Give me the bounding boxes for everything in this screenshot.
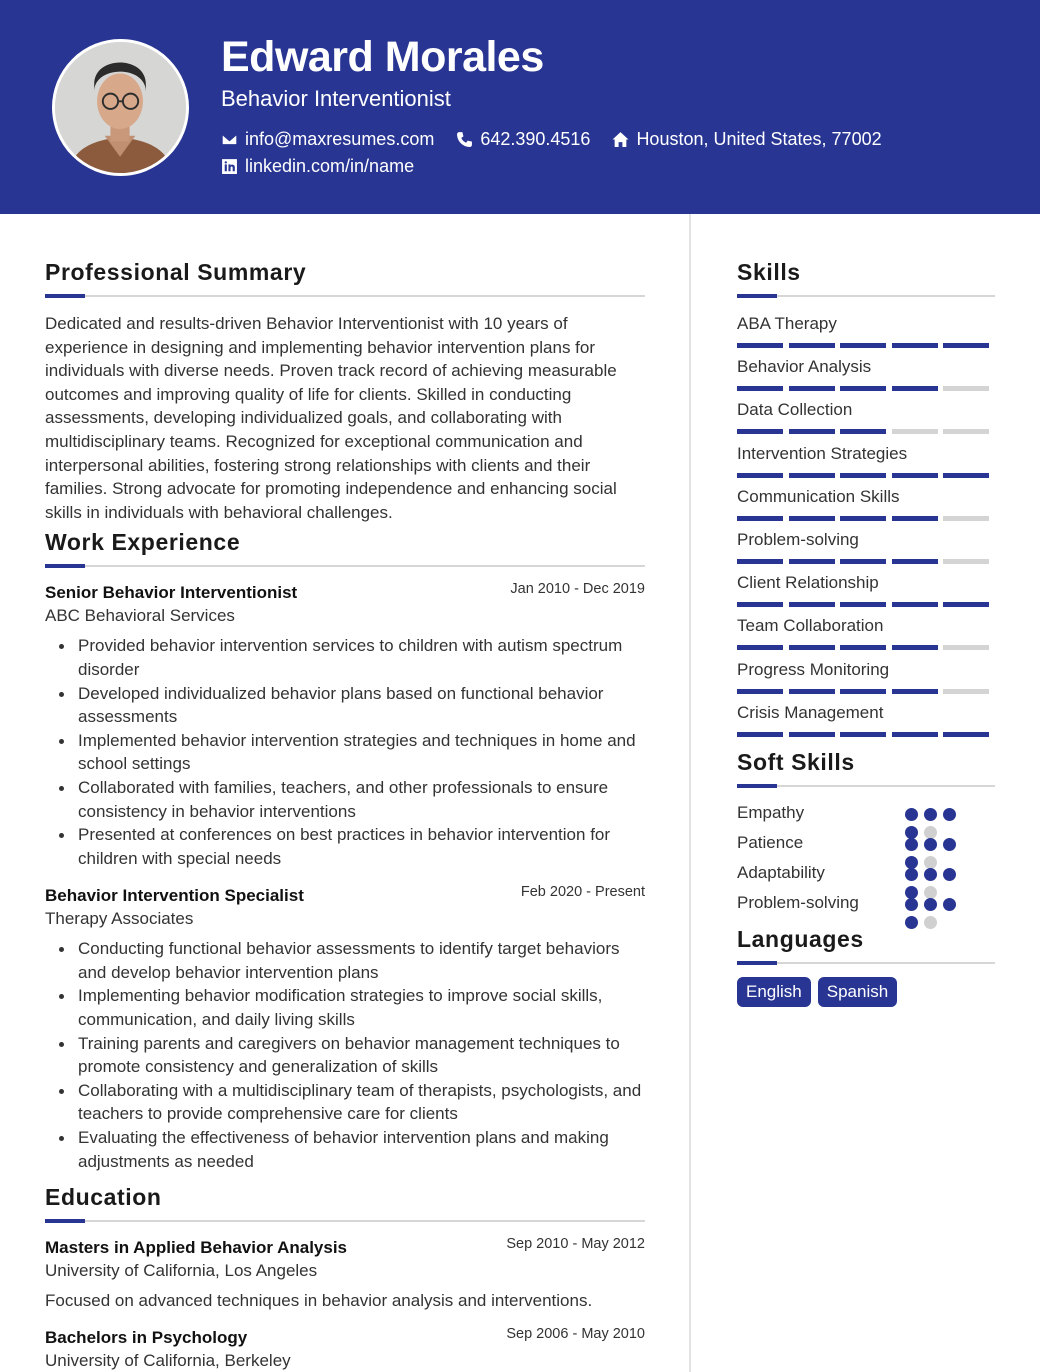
education-section (45, 1181, 645, 1372)
soft-skill-name: Empathy (737, 802, 805, 822)
skill-level-segment (892, 732, 938, 737)
skill-level-segment (840, 732, 886, 737)
skill-level-segment (737, 473, 783, 478)
contact-phone[interactable] (456, 129, 590, 150)
skill-level-segment (789, 689, 835, 694)
email-text: info@maxresumes.com (245, 129, 435, 149)
main-column (45, 256, 645, 1372)
section-rule (45, 565, 645, 567)
skill-level-segment (840, 689, 886, 694)
rating-dot (943, 868, 956, 881)
skill-level-segment (892, 429, 938, 434)
skill-level-bar (737, 386, 995, 391)
job-bullet: Developed individualized behavior plans based on functional behavior assessments (45, 682, 645, 729)
section-rule (45, 1220, 645, 1222)
soft-skill-name: Adaptability (737, 862, 825, 882)
job-entry (45, 884, 645, 1173)
column-divider (689, 214, 691, 1372)
job-company: Therapy Associates (45, 909, 194, 929)
soft-skill-item (737, 861, 995, 891)
skill-name: Problem-solving (737, 529, 859, 549)
skill-level-segment (892, 473, 938, 478)
skill-level-segment (840, 473, 886, 478)
skill-level-bar (737, 559, 995, 564)
skill-level-segment (892, 559, 938, 564)
contact-row (221, 129, 904, 150)
skill-level-bar (737, 689, 995, 694)
soft-skills-list (737, 801, 995, 921)
skill-item (737, 701, 995, 744)
skill-level-segment (789, 602, 835, 607)
section-rule (737, 962, 995, 964)
contact-location (612, 129, 881, 150)
skill-level-segment (789, 343, 835, 348)
skill-level-segment (737, 429, 783, 434)
rating-dot (924, 808, 937, 821)
skills-list (737, 312, 995, 744)
job-bullet: Training parents and caregivers on behavior management techniques to promote consistency and generalization of skills (45, 1032, 645, 1079)
summary-section (45, 256, 645, 524)
soft-skill-item (737, 891, 995, 921)
skills-heading: Skills (737, 259, 801, 285)
skill-name: Intervention Strategies (737, 443, 908, 463)
skill-name: Communication Skills (737, 486, 900, 506)
languages-list (737, 977, 995, 1007)
linkedin-text: linkedin.com/in/name (245, 156, 415, 176)
skill-level-segment (789, 386, 835, 391)
education-dates: Sep 2006 - May 2010 (506, 1326, 645, 1343)
school-name: University of California, Los Angeles (45, 1261, 318, 1281)
rating-dot (924, 868, 937, 881)
job-bullet: Collaborated with families, teachers, and other professionals to ensure consistency in behavior interventions (45, 776, 645, 823)
phone-text: 642.390.4516 (480, 129, 591, 149)
soft-skill-name: Problem-solving (737, 892, 859, 912)
job-entry (45, 581, 645, 870)
soft-skills-heading: Soft Skills (737, 748, 855, 775)
skill-level-segment (840, 429, 886, 434)
summary-text: Dedicated and results-driven Behavior Interventionist with 10 years of experience in designing and implementing behavior intervention plans for individuals with diverse needs. Proven track record of achieving measurable outcomes and improving quality of life for clients. Skilled in conducting assessments, developing individualized goals, and collaborating with multidisciplinary teams. Recognized for exceptional communication and interpersonal abilities, fostering strong relationships with clients and their families. Strong advocate for promoting independence and enhancing social skills in individuals with behavioral challenges. (45, 314, 617, 522)
contact-linkedin[interactable] (221, 156, 414, 177)
skill-level-segment (789, 732, 835, 737)
rating-dot (924, 898, 937, 911)
skill-name: Crisis Management (737, 702, 884, 722)
skill-level-segment (789, 473, 835, 478)
education-heading: Education (45, 1184, 162, 1211)
contact-email[interactable] (221, 129, 434, 150)
skill-item (737, 398, 995, 441)
rating-dot (943, 808, 956, 821)
skill-level-segment (892, 386, 938, 391)
sidebar-column (737, 256, 995, 1007)
skill-level-segment (737, 645, 783, 650)
skill-level-segment (840, 343, 886, 348)
skills-section (737, 256, 995, 744)
skill-level-bar (737, 429, 995, 434)
skill-level-segment (737, 732, 783, 737)
job-company: ABC Behavioral Services (45, 606, 235, 626)
skill-level-bar (737, 473, 995, 478)
skill-level-segment (789, 429, 835, 434)
skill-name: ABA Therapy (737, 314, 837, 333)
skill-level-segment (840, 602, 886, 607)
education-description: Focused on advanced techniques in behavior analysis and interventions. (45, 1291, 593, 1311)
education-entry (45, 1236, 645, 1312)
section-rule (737, 295, 995, 297)
skill-name: Progress Monitoring (737, 659, 890, 679)
rating-dot (905, 808, 918, 821)
job-dates: Feb 2020 - Present (520, 884, 645, 901)
job-bullets (45, 634, 645, 870)
job-bullet: Implemented behavior intervention strategies and techniques in home and school settings (45, 729, 645, 776)
skill-item (737, 442, 995, 485)
skill-item (737, 485, 995, 528)
job-bullet: Implementing behavior modification strategies to improve social skills, communication, and daily living skills (45, 984, 645, 1031)
skill-item (737, 571, 995, 614)
resume-header (0, 0, 1040, 214)
skill-name: Data Collection (737, 400, 853, 420)
language-tag: Spanish (818, 977, 897, 1007)
skill-level-segment (737, 602, 783, 607)
skill-level-segment (943, 473, 989, 478)
rating-dot (943, 838, 956, 851)
degree-title: Masters in Applied Behavior Analysis (45, 1238, 347, 1258)
job-bullet: Evaluating the effectiveness of behavior intervention plans and making adjustments as needed (45, 1126, 645, 1173)
skill-level-segment (840, 516, 886, 521)
skill-level-segment (840, 559, 886, 564)
skill-level-bar (737, 732, 995, 737)
profile-photo-icon (55, 42, 186, 173)
job-title: Senior Behavior Interventionist (45, 583, 298, 603)
skill-level-segment (943, 689, 989, 694)
skill-level-segment (789, 516, 835, 521)
language-tag: English (737, 977, 811, 1007)
candidate-title: Behavior Interventionist (221, 86, 451, 111)
linkedin-icon (221, 158, 238, 175)
job-bullet: Conducting functional behavior assessments to identify target behaviors and develop behavior intervention plans (45, 937, 645, 984)
skill-item (737, 528, 995, 571)
rating-dot (905, 868, 918, 881)
skill-level-segment (892, 602, 938, 607)
skill-level-segment (892, 343, 938, 348)
location-text: Houston, United States, 77002 (636, 129, 882, 149)
skill-item (737, 614, 995, 657)
skill-level-segment (737, 559, 783, 564)
job-bullets (45, 937, 645, 1173)
profile-photo (52, 39, 189, 176)
soft-skill-name: Patience (737, 832, 804, 852)
languages-section (737, 923, 995, 1007)
envelope-icon (221, 131, 238, 148)
languages-heading: Languages (737, 925, 864, 952)
skill-level-segment (943, 343, 989, 348)
skill-item (737, 355, 995, 398)
skill-level-segment (943, 602, 989, 607)
school-name: University of California, Berkeley (45, 1351, 291, 1371)
skill-name: Behavior Analysis (737, 357, 872, 377)
skill-level-segment (892, 645, 938, 650)
education-dates: Sep 2010 - May 2012 (506, 1236, 645, 1253)
soft-skill-item (737, 801, 995, 831)
job-bullet: Collaborating with a multidisciplinary team of therapists, psychologists, and teachers to provide comprehensive care for clients (45, 1079, 645, 1126)
skill-level-segment (943, 559, 989, 564)
skill-level-segment (840, 645, 886, 650)
rating-dot (905, 898, 918, 911)
skill-level-bar (737, 645, 995, 650)
skill-level-segment (943, 732, 989, 737)
skill-level-bar (737, 602, 995, 607)
skill-name: Client Relationship (737, 573, 879, 593)
rating-dot (924, 916, 937, 929)
soft-skill-rating (905, 898, 980, 934)
rating-dot (943, 898, 956, 911)
experience-heading: Work Experience (45, 529, 241, 556)
job-dates: Jan 2010 - Dec 2019 (510, 581, 645, 598)
skill-item (737, 658, 995, 701)
job-bullet: Provided behavior intervention services to children with autism spectrum disorder (45, 634, 645, 681)
experience-section (45, 526, 645, 1173)
skill-level-segment (892, 516, 938, 521)
candidate-name: Edward Morales (221, 33, 544, 81)
skill-name: Team Collaboration (737, 616, 884, 636)
degree-title: Bachelors in Psychology (45, 1328, 248, 1348)
phone-icon (456, 131, 473, 148)
summary-heading: Professional Summary (45, 259, 307, 285)
contact-row-linkedin (221, 156, 436, 177)
skill-level-segment (737, 516, 783, 521)
soft-skill-item (737, 831, 995, 861)
skill-level-segment (943, 516, 989, 521)
skill-level-segment (943, 429, 989, 434)
home-icon (612, 131, 629, 148)
skill-level-segment (737, 343, 783, 348)
skill-level-segment (737, 689, 783, 694)
skill-level-segment (840, 386, 886, 391)
skill-level-bar (737, 343, 995, 348)
rating-dot (924, 838, 937, 851)
section-rule (45, 295, 645, 297)
skill-item (737, 312, 995, 355)
skill-level-segment (737, 386, 783, 391)
section-rule (737, 785, 995, 787)
education-entry (45, 1326, 645, 1372)
skill-level-segment (943, 645, 989, 650)
skill-level-segment (789, 645, 835, 650)
rating-dot (905, 838, 918, 851)
skill-level-segment (892, 689, 938, 694)
job-title: Behavior Intervention Specialist (45, 886, 304, 906)
skill-level-segment (943, 386, 989, 391)
skill-level-bar (737, 516, 995, 521)
soft-skills-section (737, 746, 995, 921)
skill-level-segment (789, 559, 835, 564)
job-bullet: Presented at conferences on best practices in behavior intervention for children with special needs (45, 823, 645, 870)
rating-dot (905, 916, 918, 929)
